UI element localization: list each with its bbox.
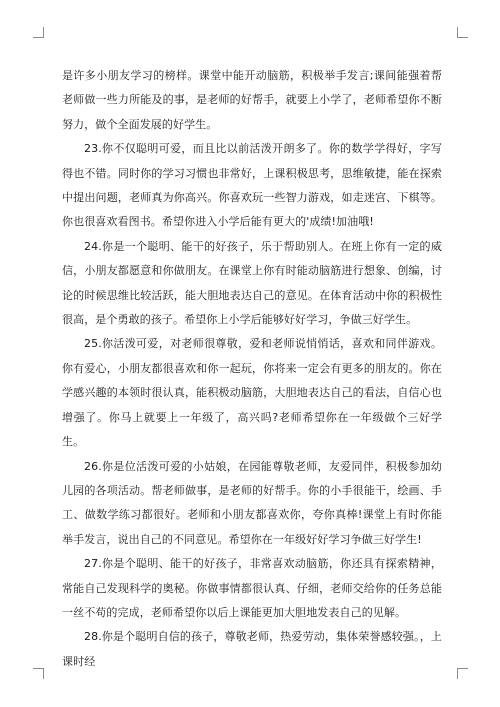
margin-corner-top-right	[457, 27, 468, 38]
paragraph-28: 28.你是个聪明自信的孩子，尊敬老师，热爱劳动，集体荣誉感较强。，上课时经	[62, 630, 442, 668]
margin-corner-bottom-right	[457, 668, 468, 679]
margin-corner-top-left	[33, 27, 44, 38]
paragraph-25: 25.你活泼可爱，对老师很尊敬，爱和老师说悄悄话，喜欢和同伴游戏。你有爱心，小朋友都很喜欢和你一起玩，你将来一定会有更多的朋友的。你在学感兴趣的本领时很认真，能积极动脑筋，大胆地表达自己的看法，自信心也增强了。你马上就要上一年级了，高兴吗?老师希望你在一年级做个三好学生。	[62, 337, 442, 449]
paragraph-27: 27.你是个聪明、能干的好孩子，非常喜欢动脑筋，你还具有探索精神，常能自己发现科学的奥秘。你做事情都很认真、仔细，老师交给你的任务总能一丝不苟的完成，老师希望你以后上课能更加大胆地发表自己的见解。	[62, 557, 442, 619]
paragraph-24: 24.你是一个聪明、能干的好孩子，乐于帮助别人。在班上你有一定的威信，小朋友都愿意和你做朋友。在课堂上你有时能动脑筋进行想象、创编，讨论的时候思维比较活跃，能大胆地表达自己的意见。在体育活动中你的积极性很高，是个勇敢的孩子。希望你上小学后能够好好学习，争做三好学生。	[62, 239, 442, 327]
document-body	[62, 64, 442, 674]
paragraph-23: 23.你不仅聪明可爱，而且比以前活泼开朗多了。你的数学学得好，字写得也不错。同时你的学习习惯也非常好，上课积极思考，思维敏捷，能在探索中提出问题，老师真为你高兴。你喜欢玩一些智力游戏，如走迷宫、下棋等。你也很喜欢看图书。希望你进入小学后能有更大的'成绩!加油哦!	[62, 142, 442, 229]
paragraph-continuation: 是许多小朋友学习的榜样。课堂中能开动脑筋，积极举手发言;课间能强着帮老师做一些力所能及的事，是老师的好帮手，就要上小学了，老师希望你不断努力，做个全面发展的好学生。	[62, 69, 442, 131]
margin-corner-bottom-left	[33, 668, 44, 679]
paragraph-26: 26.你是位活泼可爱的小姑娘，在园能尊敬老师，友爱同伴，积极参加幼儿园的各项活动。帮老师做事，是老师的好帮手。你的小手很能干，绘画、手工、做数学练习都很好。老师和小朋友都喜欢你，夸你真棒!课堂上有时你能举手发言，说出自己的不同意见。希望你在一年级好好学习争做三好学生!	[62, 459, 442, 546]
